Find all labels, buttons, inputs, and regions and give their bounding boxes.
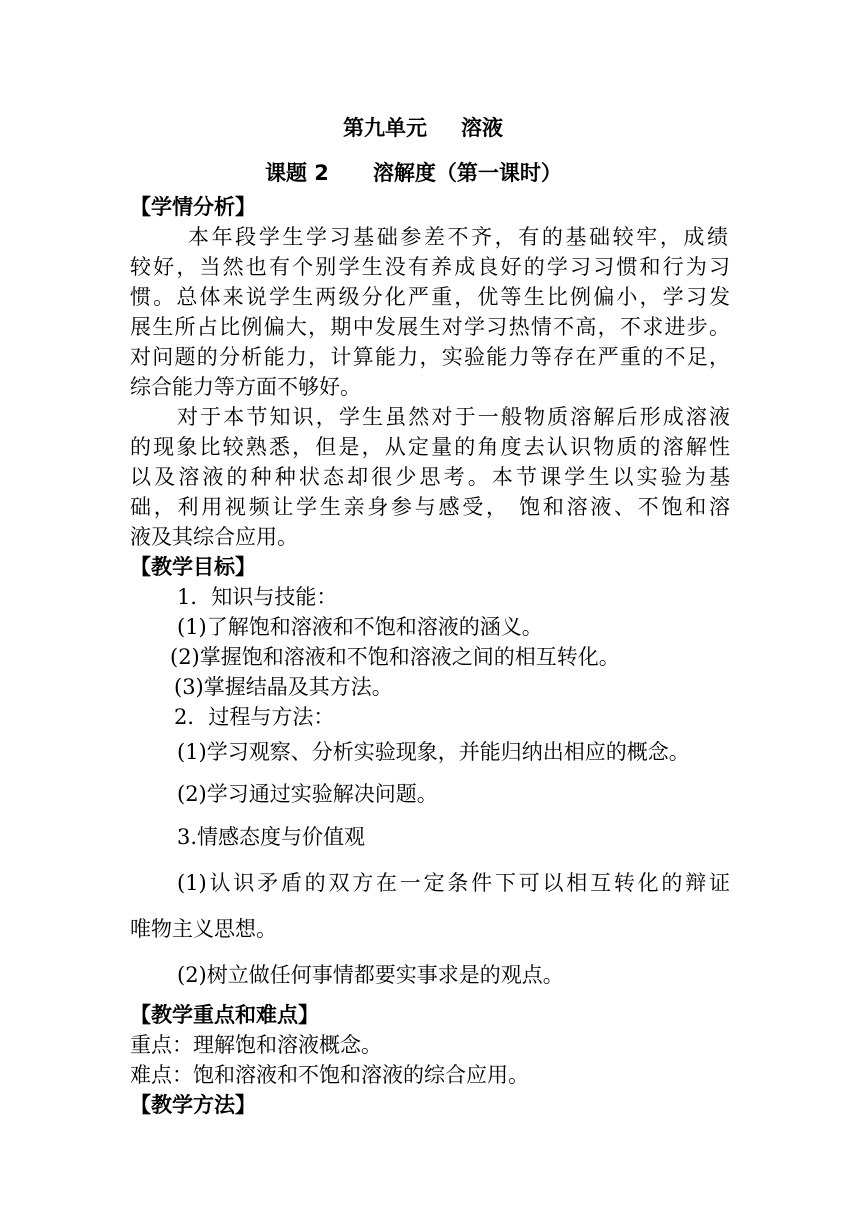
subtitle-lesson: 课题 2 (265, 161, 329, 185)
page-title (343, 113, 503, 143)
goal-item: (2)树立做任何事情都要实事求是的观点。 (177, 963, 564, 987)
analysis-p1-line: 展生所占比例偏大，期中发展生对学习热情不高，不求进步。 (130, 315, 730, 339)
analysis-p2-line: 础，利用视频让学生亲身参与感受， 饱和溶液、不饱和溶 (130, 495, 730, 519)
goal-item: (2)掌握饱和溶液和不饱和溶液之间的相互转化。 (170, 645, 620, 669)
analysis-p2-line: 液及其综合应用。 (130, 525, 298, 549)
analysis-p1-line: 对问题的分析能力，计算能力，实验能力等存在严重的不足， (130, 345, 730, 369)
title-unit: 第九单元 (343, 116, 427, 140)
analysis-p2-line: 对于本节知识，学生虽然对于一般物质溶解后形成溶液 (177, 405, 730, 429)
goal-item: (3)掌握结晶及其方法。 (174, 675, 393, 699)
section-heading-keypoints: 【教学重点和难点】 (130, 1003, 319, 1027)
section-heading-analysis: 【学情分析】 (130, 195, 256, 219)
analysis-p2-line: 以及溶液的种种状态却很少思考。本节课学生以实验为基 (130, 465, 730, 489)
difficult-point: 难点：饱和溶液和不饱和溶液的综合应用。 (130, 1063, 529, 1087)
analysis-p1-line: 较好，当然也有个别学生没有养成良好的学习习惯和行为习 (130, 255, 730, 279)
goal-item: 唯物主义思想。 (130, 917, 277, 941)
section-heading-method: 【教学方法】 (130, 1093, 256, 1117)
goal-item: (1)学习观察、分析实验现象，并能归纳出相应的概念。 (177, 740, 690, 764)
goal-item: 3.情感态度与价值观 (177, 825, 366, 849)
goal-item: 2．过程与方法： (174, 705, 335, 729)
title-topic: 溶液 (461, 116, 503, 140)
goal-item: (1)了解饱和溶液和不饱和溶液的涵义。 (177, 615, 543, 639)
analysis-p2-line: 的现象比较熟悉，但是，从定量的角度去认识物质的溶解性 (130, 435, 730, 459)
analysis-p1-line: 惯。总体来说学生两级分化严重，优等生比例偏小，学习发 (130, 285, 730, 309)
page-subtitle (265, 158, 562, 188)
key-point: 重点：理解饱和溶液概念。 (130, 1033, 382, 1057)
subtitle-name: 溶解度（第一课时） (372, 161, 562, 185)
goal-item: 1．知识与技能： (177, 585, 338, 609)
goal-item: (1)认识矛盾的双方在一定条件下可以相互转化的辩证 (177, 871, 730, 895)
section-heading-goals: 【教学目标】 (130, 555, 256, 579)
analysis-p1-line: 综合能力等方面不够好。 (130, 375, 361, 399)
goal-item: (2)学习通过实验解决问题。 (177, 782, 438, 806)
analysis-p1-line: 本年段学生学习基础参差不齐，有的基础较牢，成绩 (188, 225, 728, 249)
